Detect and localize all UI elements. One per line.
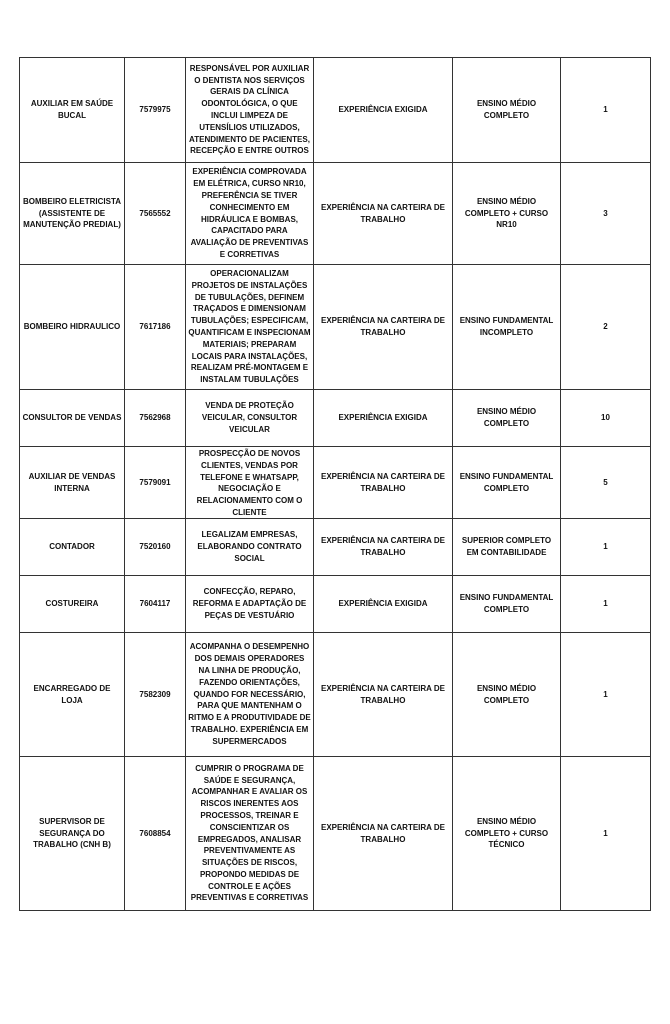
job-description-cell: [186, 519, 314, 576]
education-cell: ENSINO MÉDIO COMPLETO: [453, 633, 561, 757]
job-code-cell: 7604117: [125, 576, 186, 633]
job-title-cell: CONSULTOR DE VENDAS: [20, 390, 125, 447]
education-cell: ENSINO FUNDAMENTAL COMPLETO: [453, 576, 561, 633]
job-description-text: CONFECÇÃO, REPARO, REFORMA E ADAPTAÇÃO DE PEÇAS DE VESTUÁRIO: [192, 587, 307, 620]
education-cell: ENSINO FUNDAMENTAL COMPLETO: [453, 447, 561, 519]
education-cell: ENSINO FUNDAMENTAL INCOMPLETO: [453, 265, 561, 390]
table-row: [20, 390, 651, 447]
job-description-text: PROSPECÇÃO DE NOVOS CLIENTES, VENDAS POR TELEFONE E WHATSAPP, NEGOCIAÇÃO E RELACIONAMENTO COM O CLIENTE: [196, 449, 303, 517]
vacancies-cell: 1: [561, 576, 651, 633]
job-code-cell: 7579975: [125, 58, 186, 163]
experience-cell: EXPERIÊNCIA EXIGIDA: [314, 576, 453, 633]
job-description-cell: [186, 447, 314, 519]
job-title-cell: SUPERVISOR DE SEGURANÇA DO TRABALHO (CNH B): [20, 757, 125, 911]
job-description-text: OPERACIONALIZAM PROJETOS DE INSTALAÇÕES DE TUBULAÇÕES, DEFINEM TRAÇADOS E DIMENSIONAM TUBULAÇÕES; ESPECIFICAM, QUANTIFICAM E INSPECIONAM MATERIAIS; PREPARAM LOCAIS PARA INSTALAÇÕES, REALIZAM PRÉ-MONTAGEM E INSTALAM TUBULAÇÕES: [188, 269, 311, 385]
education-cell: ENSINO MÉDIO COMPLETO + CURSO NR10: [453, 163, 561, 265]
job-description-cell: [186, 163, 314, 265]
vacancies-cell: 1: [561, 519, 651, 576]
education-cell: ENSINO MÉDIO COMPLETO: [453, 390, 561, 447]
job-code-cell: 7520160: [125, 519, 186, 576]
job-title-cell: CONTADOR: [20, 519, 125, 576]
job-title-cell: BOMBEIRO HIDRAULICO: [20, 265, 125, 390]
table-row: [20, 633, 651, 757]
job-description-text: CUMPRIR O PROGRAMA DE SAÚDE E SEGURANÇA, ACOMPANHAR E AVALIAR OS RISCOS INERENTES AOS PROCESSOS, TREINAR E CONSCIENTIZAR OS EMPREGADOS, ANALISAR PREVENTIVAMENTE AS SITUAÇÕES DE RISCOS, PROPONDO MEDIDAS DE CONTROLE E AÇÕES PREVENTIVAS E CORRETIVAS: [190, 763, 309, 903]
experience-cell: EXPERIÊNCIA EXIGIDA: [314, 390, 453, 447]
job-title-cell: BOMBEIRO ELETRICISTA (ASSISTENTE DE MANUTENÇÃO PREDIAL): [20, 163, 125, 265]
vacancies-cell: 1: [561, 633, 651, 757]
experience-cell: EXPERIÊNCIA NA CARTEIRA DE TRABALHO: [314, 265, 453, 390]
experience-cell: EXPERIÊNCIA NA CARTEIRA DE TRABALHO: [314, 163, 453, 265]
job-title-cell: COSTUREIRA: [20, 576, 125, 633]
job-description-text: LEGALIZAM EMPRESAS, ELABORANDO CONTRATO SOCIAL: [197, 530, 302, 563]
table-row: [20, 163, 651, 265]
table-row: [20, 58, 651, 163]
job-code-cell: 7617186: [125, 265, 186, 390]
job-title-cell: AUXILIAR DE VENDAS INTERNA: [20, 447, 125, 519]
vacancies-cell: 1: [561, 58, 651, 163]
vacancies-cell: 1: [561, 757, 651, 911]
table-row: [20, 576, 651, 633]
vacancies-cell: 10: [561, 390, 651, 447]
table-row: [20, 519, 651, 576]
experience-cell: EXPERIÊNCIA NA CARTEIRA DE TRABALHO: [314, 757, 453, 911]
job-description-cell: [186, 576, 314, 633]
vacancies-cell: 3: [561, 163, 651, 265]
job-code-cell: 7582309: [125, 633, 186, 757]
job-description-text: EXPERIÊNCIA COMPROVADA EM ELÉTRICA, CURSO NR10, PREFERÊNCIA SE TIVER CONHECIMENTO EM HIDRÁULICA E BOMBAS, CAPACITADO PARA AVALIAÇÃO DE PREVENTIVAS E CORRETIVAS: [190, 167, 309, 259]
experience-cell: EXPERIÊNCIA NA CARTEIRA DE TRABALHO: [314, 519, 453, 576]
vacancies-cell: 5: [561, 447, 651, 519]
experience-cell: EXPERIÊNCIA NA CARTEIRA DE TRABALHO: [314, 447, 453, 519]
job-title-cell: AUXILIAR EM SAÚDE BUCAL: [20, 58, 125, 163]
job-code-cell: 7608854: [125, 757, 186, 911]
education-cell: SUPERIOR COMPLETO EM CONTABILIDADE: [453, 519, 561, 576]
job-code-cell: 7562968: [125, 390, 186, 447]
job-code-cell: 7565552: [125, 163, 186, 265]
table-row: [20, 265, 651, 390]
table-row: [20, 447, 651, 519]
job-description-text: ACOMPANHA O DESEMPENHO DOS DEMAIS OPERADORES NA LINHA DE PRODUÇÃO, FAZENDO ORIENTAÇÕES, QUANDO FOR NECESSÁRIO, PARA QUE MANTENHAM O RITMO E A PRODUTIVIDADE DE TRABALHO. EXPERIÊNCIA EM SUPERMERCADOS: [188, 642, 311, 746]
job-description-text: VENDA DE PROTEÇÃO VEICULAR, CONSULTOR VEICULAR: [201, 401, 298, 434]
job-description-cell: [186, 390, 314, 447]
education-cell: ENSINO MÉDIO COMPLETO: [453, 58, 561, 163]
job-code-cell: 7579091: [125, 447, 186, 519]
job-description-cell: [186, 633, 314, 757]
experience-cell: EXPERIÊNCIA EXIGIDA: [314, 58, 453, 163]
job-description-cell: [186, 757, 314, 911]
job-title-cell: ENCARREGADO DE LOJA: [20, 633, 125, 757]
job-openings-table: [19, 57, 651, 911]
job-description-cell: [186, 58, 314, 163]
education-cell: ENSINO MÉDIO COMPLETO + CURSO TÉCNICO: [453, 757, 561, 911]
job-description-cell: [186, 265, 314, 390]
vacancies-cell: 2: [561, 265, 651, 390]
experience-cell: EXPERIÊNCIA NA CARTEIRA DE TRABALHO: [314, 633, 453, 757]
table-row: [20, 757, 651, 911]
job-description-text: RESPONSÁVEL POR AUXILIAR O DENTISTA NOS SERVIÇOS GERAIS DA CLÍNICA ODONTOLÓGICA, O QUE INCLUI LIMPEZA DE UTENSÍLIOS UTILIZADOS, ATENDIMENTO DE PACIENTES, RECEPÇÃO E ENTRE OUTROS: [189, 63, 310, 156]
